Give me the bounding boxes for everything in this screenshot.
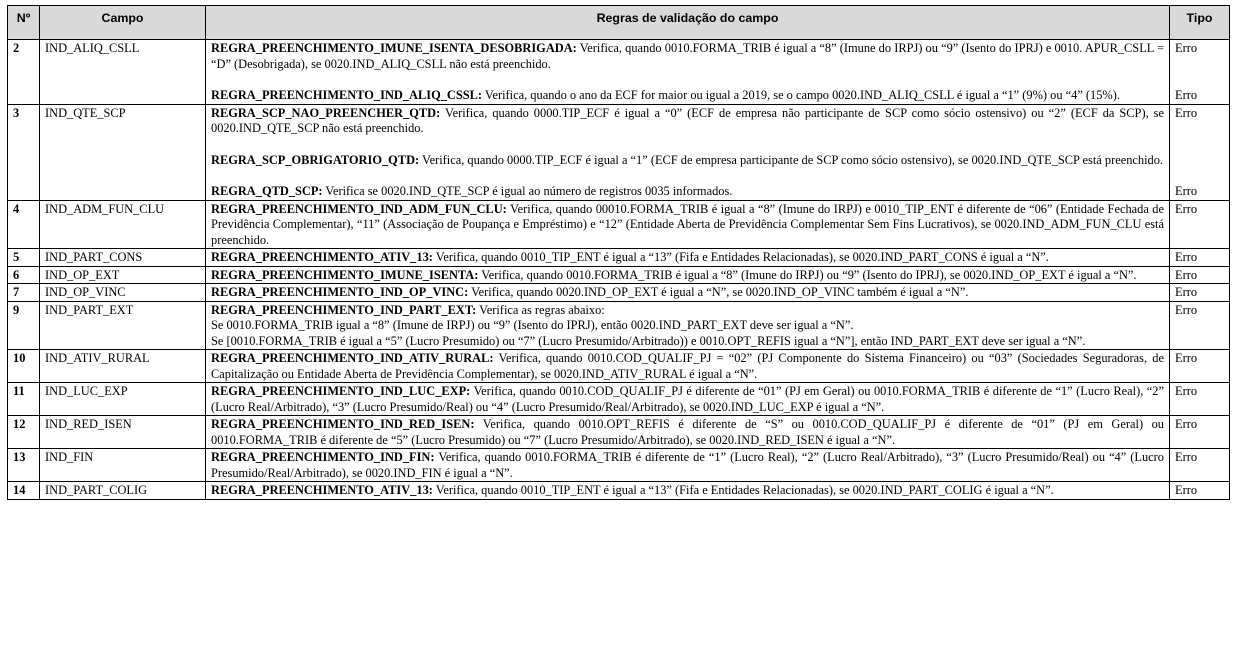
table-row <box>8 449 1230 482</box>
rule-type <box>1170 383 1230 416</box>
rule-name: REGRA_PREENCHIMENTO_ATIV_13: <box>211 483 433 497</box>
rule-text: Verifica, quando 0010.FORMA_TRIB é igual a “8” (Imune do IRPJ) ou “9” (Isento do IPRJ), se 0020.IND_OP_EXT é igual a “N”. <box>478 267 1137 282</box>
rule-type <box>1170 449 1230 482</box>
type-value: Erro <box>1175 41 1198 55</box>
row-number: 10 <box>8 350 40 383</box>
rule-text: Verifica, quando 0010.FORMA_TRIB é diferente de “1” (Lucro Real), “2” (Lucro Real/Arbitrado), “3” (Lucro Presumido/Real) ou “4” (Lucro Presumido/Real/Arbitrado), se 0020.IND_FIN é igual a “N”. <box>211 450 1164 480</box>
type-value: Erro <box>1175 483 1198 497</box>
table-row <box>8 383 1230 416</box>
rule-text: Verifica, quando 0010_TIP_ENT é igual a “13” (Fifa e Entidades Relacionadas), se 0020.IND_PART_COLIG é igual a “N”. <box>432 483 1054 497</box>
row-number: 14 <box>8 482 40 500</box>
type-value: Erro <box>1175 285 1198 299</box>
table-row <box>8 350 1230 383</box>
type-value: Erro <box>1175 351 1198 365</box>
table-row <box>8 266 1230 284</box>
rule-type <box>1170 104 1230 200</box>
rule-text: Verifica, quando 0010.OPT_REFIS é diferente de “S” ou 0010.COD_QUALIF_PJ é diferente de “01” (PJ em Geral) ou 0010.FORMA_TRIB é diferente de “5” (Lucro Presumido) ou “7” (Lucro Presumido/Arbitrado), se 0020.IND_RED_ISEN é igual a “N”. <box>211 417 1164 447</box>
row-number: 12 <box>8 416 40 449</box>
field-name: IND_PART_EXT <box>40 301 206 350</box>
rules-cell <box>206 350 1170 383</box>
rule-name: REGRA_PREENCHIMENTO_IND_PART_EXT: <box>211 302 477 317</box>
rule-name: REGRA_SCP_NAO_PREENCHER_QTD: <box>211 105 441 120</box>
rule-text: Verifica, quando o ano da ECF for maior ou igual a 2019, se o campo 0020.IND_ALIQ_CSLL é igual a “1” (9%) ou “4” (15%). <box>482 88 1120 102</box>
rule-name: REGRA_PREENCHIMENTO_IND_OP_VINC: <box>211 285 469 299</box>
table-row <box>8 284 1230 302</box>
rule-block <box>211 351 1164 382</box>
rule-name: REGRA_PREENCHIMENTO_IND_ATIV_RURAL: <box>211 351 494 365</box>
rule-condition-line: Se [0010.FORMA_TRIB é igual a “5” (Lucro Presumido) ou “7” (Lucro Presumido/Arbitrado)) e 0010.OPT_REFIS igual a “N”], então IND_PART_EXT deve ser igual a “N”. <box>211 333 1086 348</box>
header-type: Tipo <box>1170 6 1230 40</box>
row-number: 6 <box>8 266 40 284</box>
header-row <box>8 6 1230 40</box>
row-number: 2 <box>8 40 40 105</box>
table-row <box>8 416 1230 449</box>
type-value: Erro <box>1175 105 1198 120</box>
rules-cell <box>206 301 1170 350</box>
type-value: Erro <box>1175 267 1198 282</box>
table-row <box>8 104 1230 200</box>
rules-cell <box>206 40 1170 105</box>
rule-block <box>211 285 1164 301</box>
rule-block <box>211 417 1164 448</box>
type-value: Erro <box>1175 450 1198 464</box>
field-name: IND_FIN <box>40 449 206 482</box>
rule-type <box>1170 266 1230 284</box>
rules-cell <box>206 383 1170 416</box>
rule-name: REGRA_PREENCHIMENTO_IMUNE_ISENTA: <box>211 267 479 282</box>
field-name: IND_ALIQ_CSLL <box>40 40 206 105</box>
rules-cell <box>206 249 1170 267</box>
row-number: 9 <box>8 301 40 350</box>
rules-cell <box>206 416 1170 449</box>
rule-block <box>211 250 1164 266</box>
rule-name: REGRA_PREENCHIMENTO_IND_ADM_FUN_CLU: <box>211 201 507 216</box>
table-row <box>8 249 1230 267</box>
field-name: IND_PART_COLIG <box>40 482 206 500</box>
row-number: 7 <box>8 284 40 302</box>
rules-cell <box>206 200 1170 249</box>
table-body <box>8 40 1230 500</box>
type-value: Erro <box>1175 302 1198 317</box>
rule-text: Verifica, quando 0010.COD_QUALIF_PJ = “02” (PJ Componente do Sistema Financeiro) ou “03” (Sociedades Seguradoras, de Capitalização ou Entidade Aberta de Previdência Complementar), se 0020.IND_ATIV_RURAL é igual a “N”. <box>211 351 1164 381</box>
rule-name: REGRA_PREENCHIMENTO_IND_LUC_EXP: <box>211 384 471 398</box>
rule-type <box>1170 482 1230 500</box>
rule-name: REGRA_PREENCHIMENTO_IND_RED_ISEN: <box>211 417 475 431</box>
row-number: 11 <box>8 383 40 416</box>
rule-text: Verifica, quando 0010.COD_QUALIF_PJ é diferente de “01” (PJ em Geral) ou 0010.FORMA_TRIB é diferente de “1” (Lucro Real), “2” (Lucro Real/Arbitrado), “3” (Lucro Presumido/Real) ou “4” (Lucro Presumido/Real/Arbitrado), se 0020.IND_LUC_EXP é igual a “N”. <box>211 384 1164 414</box>
rule-text: Verifica, quando 0010.FORMA_TRIB é igual a “8” (Imune do IRPJ) ou “9” (Isento do IPRJ) e 0010. APUR_CSLL = “D” (Desobrigada), se 0020.IND_ALIQ_CSLL não está preenchido. <box>211 41 1164 71</box>
rule-block <box>211 202 1164 249</box>
field-name: IND_QTE_SCP <box>40 104 206 200</box>
rule-text: Verifica, quando 0000.TIP_ECF é igual a “0” (ECF de empresa não participante de SCP como sócio ostensivo) ou “2” (ECF da SCP), se 0020.IND_QTE_SCP não está preenchido. <box>211 105 1164 135</box>
rules-cell <box>206 449 1170 482</box>
rule-block <box>211 41 1164 72</box>
rule-type <box>1170 284 1230 302</box>
validation-rules-table <box>7 5 1230 500</box>
header-number: Nº <box>8 6 40 40</box>
type-value: Erro <box>1175 384 1198 398</box>
rule-block <box>211 450 1164 481</box>
field-name: IND_ADM_FUN_CLU <box>40 200 206 249</box>
rule-name: REGRA_PREENCHIMENTO_IND_FIN: <box>211 450 435 464</box>
rule-name: REGRA_PREENCHIMENTO_ATIV_13: <box>211 250 433 264</box>
table-row <box>8 482 1230 500</box>
rule-name: REGRA_QTD_SCP: <box>211 184 323 198</box>
rule-type <box>1170 249 1230 267</box>
row-number: 5 <box>8 249 40 267</box>
rule-block <box>211 184 1164 200</box>
table-header <box>8 6 1230 40</box>
rule-name: REGRA_PREENCHIMENTO_IND_ALIQ_CSSL: <box>211 88 483 102</box>
rule-block <box>211 106 1164 137</box>
rule-block <box>211 153 1164 169</box>
row-number: 3 <box>8 104 40 200</box>
rule-name: REGRA_SCP_OBRIGATORIO_QTD: <box>211 152 420 167</box>
row-number: 13 <box>8 449 40 482</box>
field-name: IND_OP_VINC <box>40 284 206 302</box>
rules-cell <box>206 266 1170 284</box>
rule-type <box>1170 40 1230 105</box>
type-value: Erro <box>1175 88 1198 102</box>
type-value: Erro <box>1175 250 1198 264</box>
rules-cell <box>206 284 1170 302</box>
rule-text: Verifica, quando 0010_TIP_ENT é igual a “13” (Fifa e Entidades Relacionadas), se 0020.IND_PART_CONS é igual a “N”. <box>432 250 1049 264</box>
rule-name: REGRA_PREENCHIMENTO_IMUNE_ISENTA_DESOBRIGADA: <box>211 41 577 55</box>
field-name: IND_OP_EXT <box>40 266 206 284</box>
rule-type <box>1170 301 1230 350</box>
header-field: Campo <box>40 6 206 40</box>
table-row <box>8 301 1230 350</box>
rule-text: Verifica, quando 00010.FORMA_TRIB é igual a “8” (Imune do IRPJ) e 0010_TIP_ENT é diferente de “06” (Entidade Fechada de Previdência Complementar), “11” (Associação de Poupança e Empréstimo) e “12” (Entidade Aberta de Previdência Complementar Sem Fins Lucrativos), se 0020.IND_ADM_FUN_CLU está preenchido. <box>211 201 1164 247</box>
rule-block <box>211 483 1164 499</box>
rules-cell <box>206 104 1170 200</box>
type-value: Erro <box>1175 417 1198 431</box>
rule-text: Verifica, quando 0000.TIP_ECF é igual a “1” (ECF de empresa participante de SCP como sócio ostensivo), se 0020.IND_QTE_SCP está preenchido. <box>419 152 1164 167</box>
rule-block <box>211 384 1164 415</box>
rule-type <box>1170 200 1230 249</box>
rule-condition-line: Se 0010.FORMA_TRIB igual a “8” (Imune de IRPJ) ou “9” (Isento do IPRJ), então 0020.IND_PART_EXT deve ser igual a “N”. <box>211 318 854 332</box>
header-rules: Regras de validação do campo <box>206 6 1170 40</box>
rule-text: Verifica se 0020.IND_QTE_SCP é igual ao número de registros 0035 informados. <box>322 184 733 198</box>
rule-type <box>1170 416 1230 449</box>
rules-cell <box>206 482 1170 500</box>
rule-block <box>211 303 1164 319</box>
rule-text: Verifica, quando 0020.IND_OP_EXT é igual a “N”, se 0020.IND_OP_VINC também é igual a “N”. <box>468 285 969 299</box>
field-name: IND_LUC_EXP <box>40 383 206 416</box>
field-name: IND_ATIV_RURAL <box>40 350 206 383</box>
rule-block <box>211 88 1164 104</box>
field-name: IND_PART_CONS <box>40 249 206 267</box>
field-name: IND_RED_ISEN <box>40 416 206 449</box>
table-row <box>8 40 1230 105</box>
rule-type <box>1170 350 1230 383</box>
rule-text: Verifica as regras abaixo: <box>476 302 605 317</box>
type-value: Erro <box>1175 201 1198 216</box>
type-value: Erro <box>1175 184 1198 198</box>
row-number: 4 <box>8 200 40 249</box>
table-row <box>8 200 1230 249</box>
rule-block <box>211 268 1164 284</box>
